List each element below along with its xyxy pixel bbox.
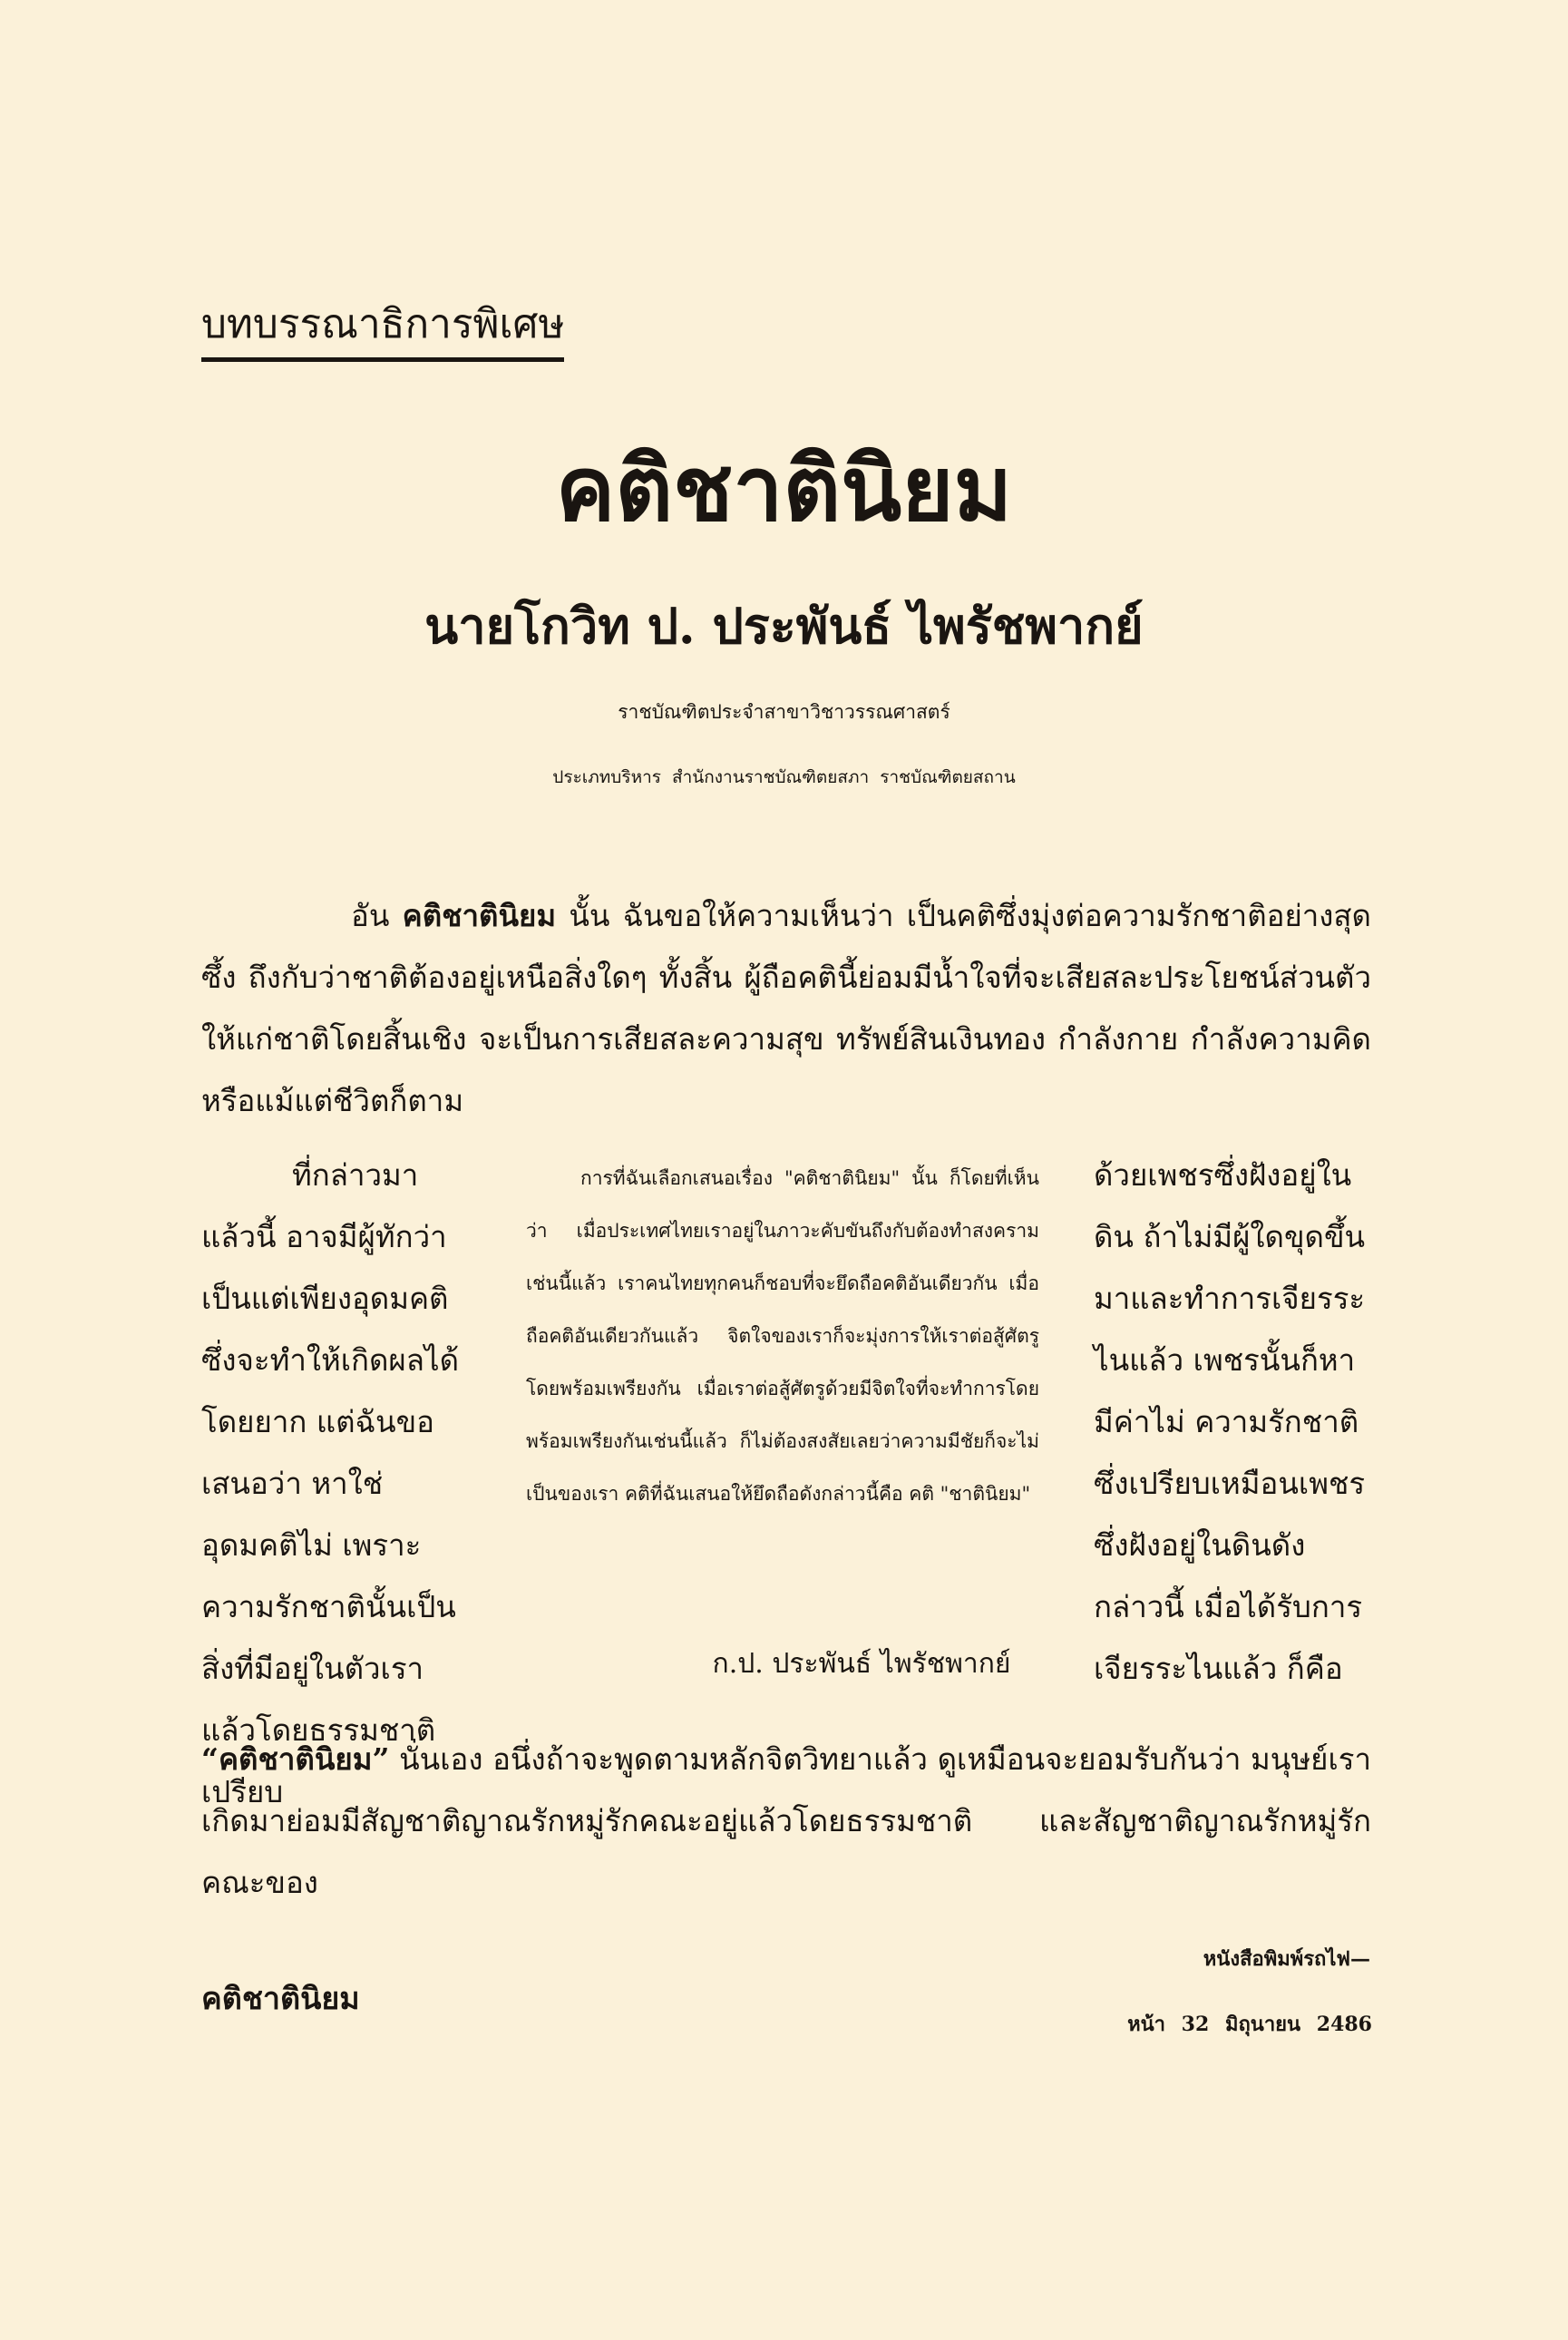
author-organizations: ประเภทบริหาร สำนักงานราชบัณฑิตยสภา ราชบัณฑิตยสถาน — [552, 767, 1016, 787]
footer-title: คติชาตินิยม — [201, 1981, 360, 2017]
closing-quote: “คติชาตินิยม” — [201, 1741, 390, 1777]
section-label: บทบรรณาธิการพิเศษ — [201, 297, 564, 362]
boxed-note-text: การที่ฉันเลือกเสนอเรื่อง "คติชาตินิยม" นั้น ก็โดยที่เห็นว่า เมื่อประเทศไทยเราอยู่ในภาวะคับขันถึงกับต้องทำสงครามเช่นนี้แล้ว เราคนไทยทุกคนก็ชอบที่จะยึดถือคติอันเดียวกัน เมื่อถือคติอันเดียวกันแล้ว จิตใจของเราก็จะมุ่งการให้เราต่อสู้ศัตรูโดยพร้อมเพรียงกัน เมื่อเราต่อสู้ศัตรูด้วยมีจิตใจที่จะทำการโดยพร้อมเพรียงกันเช่นนี้แล้ว ก็ไม่ต้องสงสัยเลยว่าความมีชัยก็จะไม่เป็นของเรา คติที่ฉันเสนอให้ยึดถือดังกล่าวนี้คือ คติ "ชาตินิยม" — [526, 1167, 1039, 1505]
boxed-note-signature: ก.ป. ประพันธ์ ไพรัชพากย์ — [712, 1648, 1011, 1680]
footer-issue: หน้า 32 มิถุนายน 2486 — [1127, 2013, 1372, 2036]
closing-rest: นั่นเอง อนึ่งถ้าจะพูดตามหลักจิตวิทยาแล้ว ดูเหมือนจะยอมรับกันว่า มนุษย์เราเกิดมาย่อมมีสัญชาติญาณรักหมู่รักคณะอยู่แล้วโดยธรรมชาติ และสัญชาติญาณรักหมู่รักคณะของ — [201, 1741, 1371, 1900]
boxed-note — [526, 1152, 1039, 1520]
intro-paragraph — [201, 885, 1371, 1132]
author-name: นายโกวิท ป. ประพันธ์ ไพรัชพากย์ — [424, 597, 1144, 655]
author-position: ราชบัณฑิตประจำสาขาวิชาวรรณศาสตร์ — [618, 701, 950, 723]
intro-term: คติชาตินิยม — [402, 898, 557, 933]
intro-rest: นั้น ฉันขอให้ความเห็นว่า เป็นคติซึ่งมุ่งต่อความรักชาติอย่างสุดซึ้ง ถึงกับว่าชาติต้องอยู่เหนือสิ่งใดๆ ทั้งสิ้น ผู้ถือคตินี้ย่อมมีน้ำใจที่จะเสียสละประโยชน์ส่วนตัวให้แก่ชาติโดยสิ้นเชิง จะเป็นการเสียสละความสุข ทรัพย์สินเงินทอง กำลังกาย กำลังความคิด หรือแม้แต่ชีวิตก็ตาม — [201, 898, 1371, 1118]
left-column-text: ที่กล่าวมาแล้วนี้ อาจมีผู้ทักว่า เป็นแต่เพียงอุดมคติ ซึ่งจะทำให้เกิดผลได้โดยยาก แต่ฉันขอเสนอว่า หาใช่อุดมคติไม่ เพราะความรักชาตินั้นเป็นสิ่งที่มีอยู่ในตัวเราแล้วโดยธรรมชาติ เปรียบ — [201, 1157, 459, 1809]
article-title: คติชาตินิยม — [555, 437, 1013, 541]
closing-paragraph — [201, 1729, 1371, 1914]
footer-publication: หนังสือพิมพ์รถไฟ— — [1203, 1947, 1370, 1971]
right-column — [1094, 1145, 1371, 1700]
left-column — [201, 1145, 472, 1823]
intro-lead: อัน — [351, 898, 390, 933]
right-column-text: ด้วยเพชรซึ่งฝังอยู่ในดิน ถ้าไม่มีผู้ใดขุดขึ้นมาและทำการเจียรระไนแล้ว เพชรนั้นก็หามีค่าไม่ ความรักชาติซึ่งเปรียบเหมือนเพชรซึ่งฝังอยู่ในดินดังกล่าวนี้ เมื่อได้รับการเจียรระไนแล้ว ก็คือ — [1094, 1157, 1366, 1686]
